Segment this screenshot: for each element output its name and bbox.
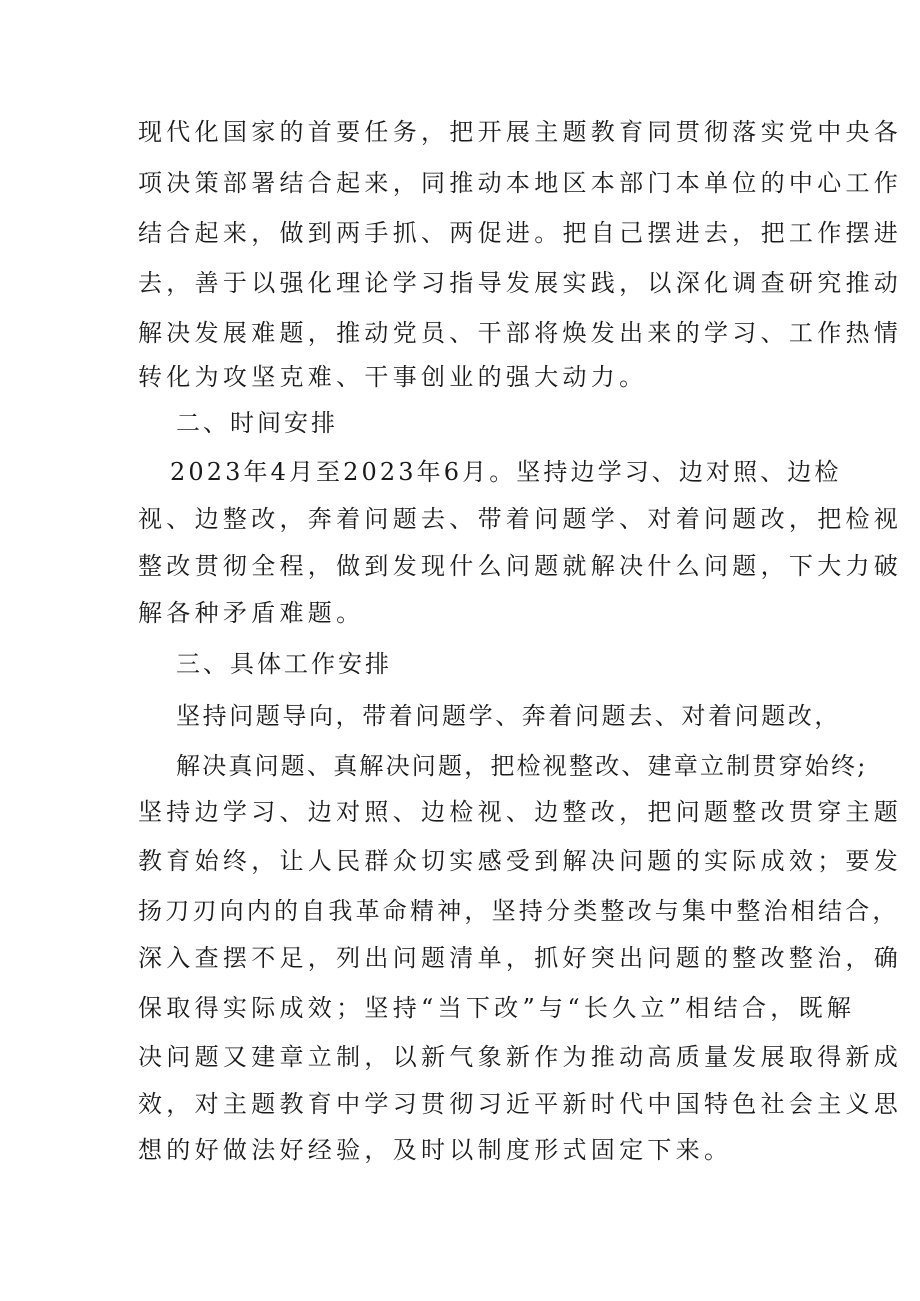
intro-line-6: 转化为攻坚克难、干事创业的强大动力。 <box>138 363 648 391</box>
section3-line-2: 解决真问题、真解决问题，把检视整改、建章立制贯穿始终; <box>176 752 868 780</box>
section-heading-work-arrangement: 三、具体工作安排 <box>176 650 392 678</box>
section3-line-5: 扬刀刃向内的自我革命精神，坚持分类整改与集中整治相结合， <box>138 897 900 925</box>
section3-line-10: 想的好做法好经验，及时以制度形式固定下来。 <box>138 1136 733 1164</box>
intro-line-3: 结合起来，做到两手抓、两促进。把自己摆进去，把工作摆进 <box>138 219 903 247</box>
section2-line-2: 视、边整改，奔着问题去、带着问题学、对着问题改，把检视 <box>138 505 903 533</box>
section3-line-7: 保取得实际成效；坚持“当下改”与“长久立”相结合，既解 <box>138 994 856 1022</box>
section3-line-9: 效，对主题教育中学习贯彻习近平新时代中国特色社会主义思 <box>138 1090 903 1118</box>
section3-line-6: 深入查摆不足，列出问题清单，抓好突出问题的整改整治，确 <box>138 944 903 972</box>
section-heading-time-arrangement: 二、时间安排 <box>176 409 338 437</box>
section3-line-4: 教育始终，让人民群众切实感受到解决问题的实际成效；要发 <box>138 847 903 875</box>
section2-line-1: 2023年4月至2023年6月。坚持边学习、边对照、边检 <box>170 458 842 486</box>
intro-line-4: 去，善于以强化理论学习指导发展实践，以深化调查研究推动 <box>138 269 903 297</box>
section3-line-8: 决问题又建章立制，以新气象新作为推动高质量发展取得新成 <box>138 1043 903 1071</box>
intro-line-1: 现代化国家的首要任务，把开展主题教育同贯彻落实党中央各 <box>138 118 903 146</box>
section2-line-3: 整改贯彻全程，做到发现什么问题就解决什么问题，下大力破 <box>138 552 903 580</box>
section3-line-3: 坚持边学习、边对照、边检视、边整改，把问题整改贯穿主题 <box>138 798 903 826</box>
intro-line-5: 解决发展难题，推动党员、干部将焕发出来的学习、工作热情 <box>138 319 903 347</box>
section2-line-4: 解各种矛盾难题。 <box>138 599 365 627</box>
section3-line-1: 坚持问题导向，带着问题学、奔着问题去、对着问题改， <box>176 702 841 730</box>
intro-line-2: 项决策部署结合起来，同推动本地区本部门本单位的中心工作 <box>138 169 903 197</box>
